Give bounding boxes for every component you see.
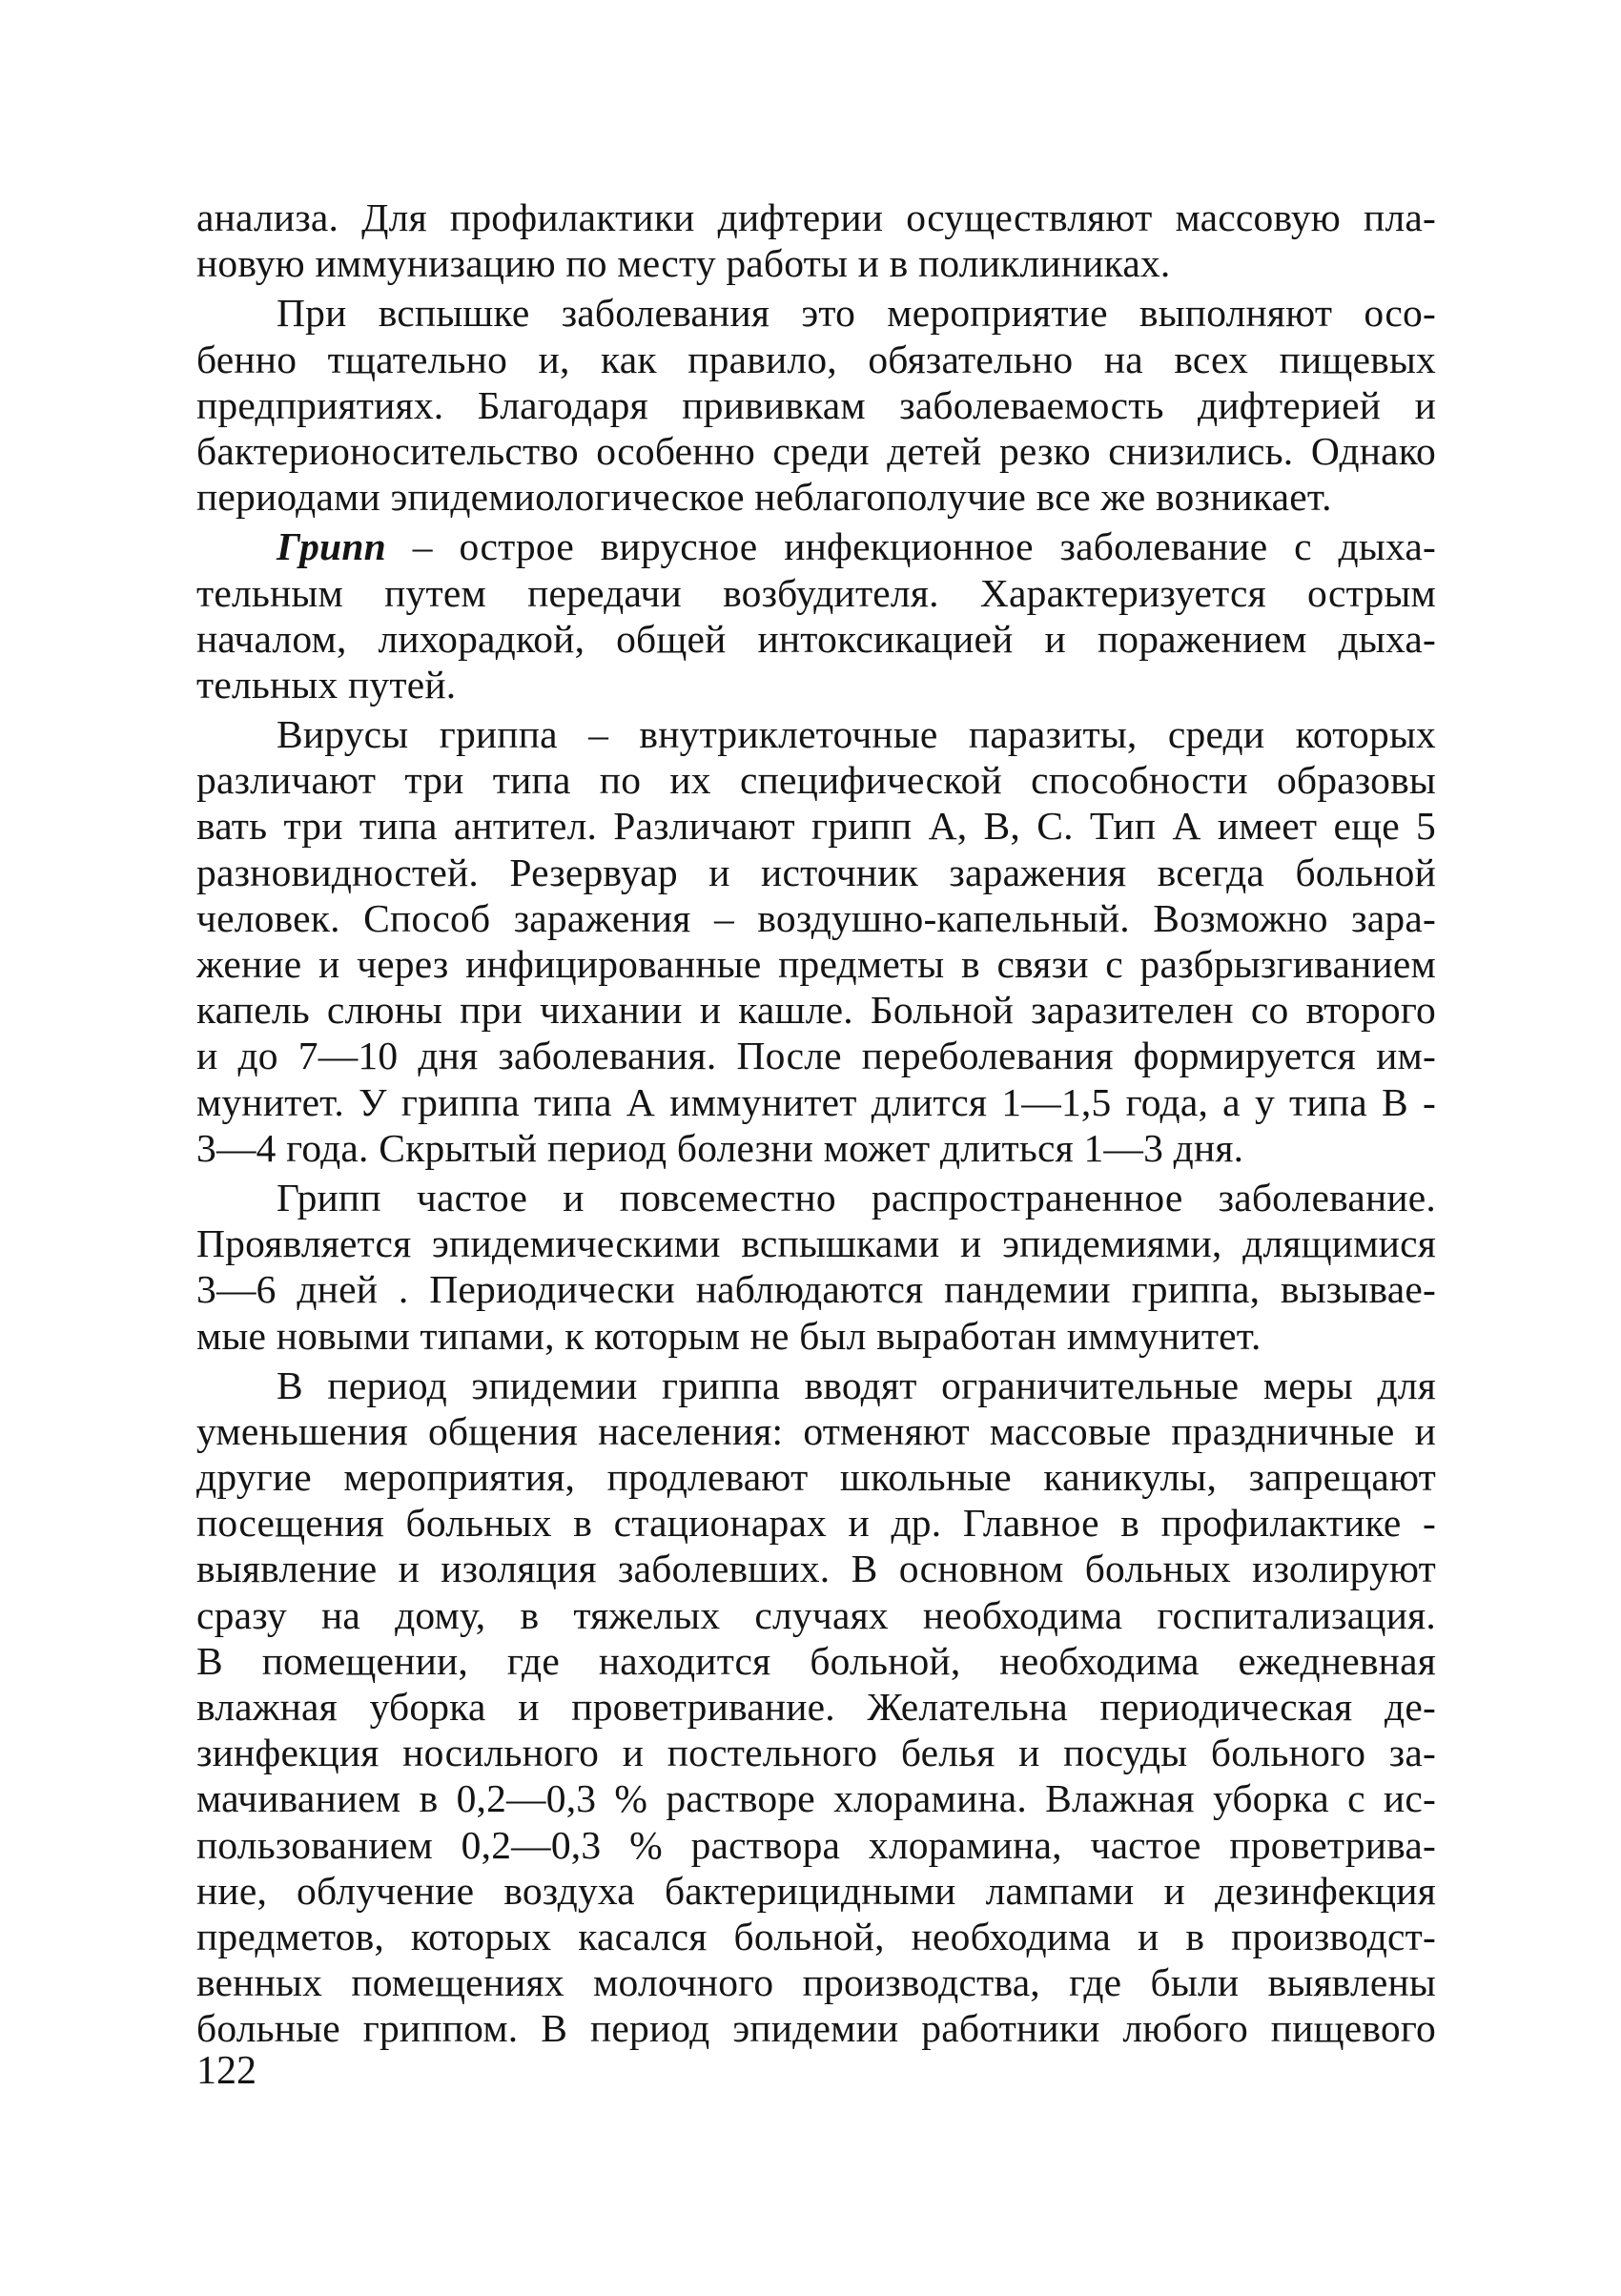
page-number: 122	[196, 2049, 256, 2093]
text-line: больные гриппом. В период эпидемии работники любого пищевого	[196, 2006, 1436, 2051]
paragraph	[196, 1363, 1436, 2052]
text-line: началом, лихорадкой, общей интоксикацией и поражением дыха-	[196, 616, 1436, 661]
text-line: вать три типа антител. Различают грипп А, В, С. Тип А имеет еще 5	[196, 804, 1436, 849]
text-line: пользованием 0,2—0,3 % раствора хлорамина, частое проветрива-	[196, 1822, 1436, 1867]
text-line: мунитет. У гриппа типа А иммунитет длится 1—1,5 года, а у типа В -	[196, 1079, 1436, 1124]
paragraph	[196, 195, 1436, 286]
text-line: мачиванием в 0,2—0,3 % растворе хлорамина. Влажная уборка с ис-	[196, 1776, 1436, 1821]
text-line: 3—6 дней . Периодически наблюдаются пандемии гриппа, вызывае-	[196, 1267, 1436, 1312]
text-line: венных помещениях молочного производства, где были выявлены	[196, 1960, 1436, 2005]
text-line: При вспышке заболевания это мероприятие выполняют осо-	[277, 291, 1436, 336]
text-line: влажная уборка и проветривание. Желательна периодическая де-	[196, 1685, 1436, 1729]
text-line: периодами эпидемиологическое неблагополучие все же возникает.	[196, 475, 1332, 520]
text-line: новую иммунизацию по месту работы и в поликлиниках.	[196, 241, 1171, 286]
text-line: зинфекция носильного и постельного белья и посуды больного за-	[196, 1731, 1436, 1775]
text-line: предприятиях. Благодаря прививкам заболеваемость дифтерией и	[196, 382, 1436, 427]
text-line: разновидностей. Резервуар и источник заражения всегда больной	[196, 850, 1436, 894]
text-line: жение и через инфицированные предметы в связи с разбрызгиванием	[196, 942, 1436, 986]
paragraph	[196, 711, 1436, 1171]
text-line: человек. Способ заражения – воздушно-капельный. Возможно зара-	[196, 895, 1436, 940]
text-line-rest: – острое вирусное инфекционное заболевание с дыха-	[385, 524, 1436, 569]
text-line: другие мероприятия, продлевают школьные каникулы, запрещают	[196, 1455, 1436, 1500]
text-line: бактерионосительство особенно среди детей резко снизились. Однако	[196, 428, 1436, 473]
text-line: ние, облучение воздуха бактерицидными лампами и дезинфекция	[196, 1868, 1436, 1913]
text-line: Грипп частое и повсеместно распространенное заболевание.	[277, 1175, 1436, 1220]
text-line: посещения больных в стационарах и др. Главное в профилактике -	[196, 1501, 1436, 1546]
text-line: анализа. Для профилактики дифтерии осуществляют массовую пла-	[196, 195, 1436, 239]
text-line: бенно тщательно и, как правило, обязательно на всех пищевых	[196, 337, 1436, 381]
text-line: 3—4 года. Скрытый период болезни может длиться 1—3 дня.	[196, 1125, 1244, 1170]
text-line	[196, 523, 1436, 569]
text-line: и до 7—10 дня заболевания. После переболевания формируется им-	[196, 1034, 1436, 1078]
text-line: различают три типа по их специфической способности образовы	[196, 758, 1436, 803]
text-line: тельных путей.	[196, 662, 457, 707]
text-line: выявление и изоляция заболевших. В основном больных изолируют	[196, 1547, 1436, 1591]
paragraph	[196, 1175, 1436, 1359]
text-line: Вирусы гриппа – внутриклеточные паразиты, среди которых	[277, 712, 1436, 757]
text-line: В период эпидемии гриппа вводят ограничительные меры для	[277, 1363, 1436, 1407]
text-line: мые новыми типами, к которым не был выработан иммунитет.	[196, 1313, 1262, 1358]
paragraph	[196, 290, 1436, 520]
text-line: В помещении, где находится больной, необходима ежедневная	[196, 1638, 1436, 1683]
text-line: Проявляется эпидемическими вспышками и эпидемиями, длящимися	[196, 1221, 1436, 1266]
text-line: тельным путем передачи возбудителя. Характеризуется острым	[196, 570, 1436, 615]
paragraph	[196, 523, 1436, 707]
text-line: уменьшения общения населения: отменяют массовые праздничные и	[196, 1408, 1436, 1453]
text-line: сразу на дому, в тяжелых случаях необходима госпитализация.	[196, 1592, 1436, 1637]
term-heading: Грипп	[277, 524, 386, 569]
text-line: капель слюны при чихании и кашле. Больной заразителен со второго	[196, 988, 1436, 1033]
text-line: предметов, которых касался больной, необходима и в производст-	[196, 1914, 1436, 1958]
body-text	[196, 195, 1436, 2052]
